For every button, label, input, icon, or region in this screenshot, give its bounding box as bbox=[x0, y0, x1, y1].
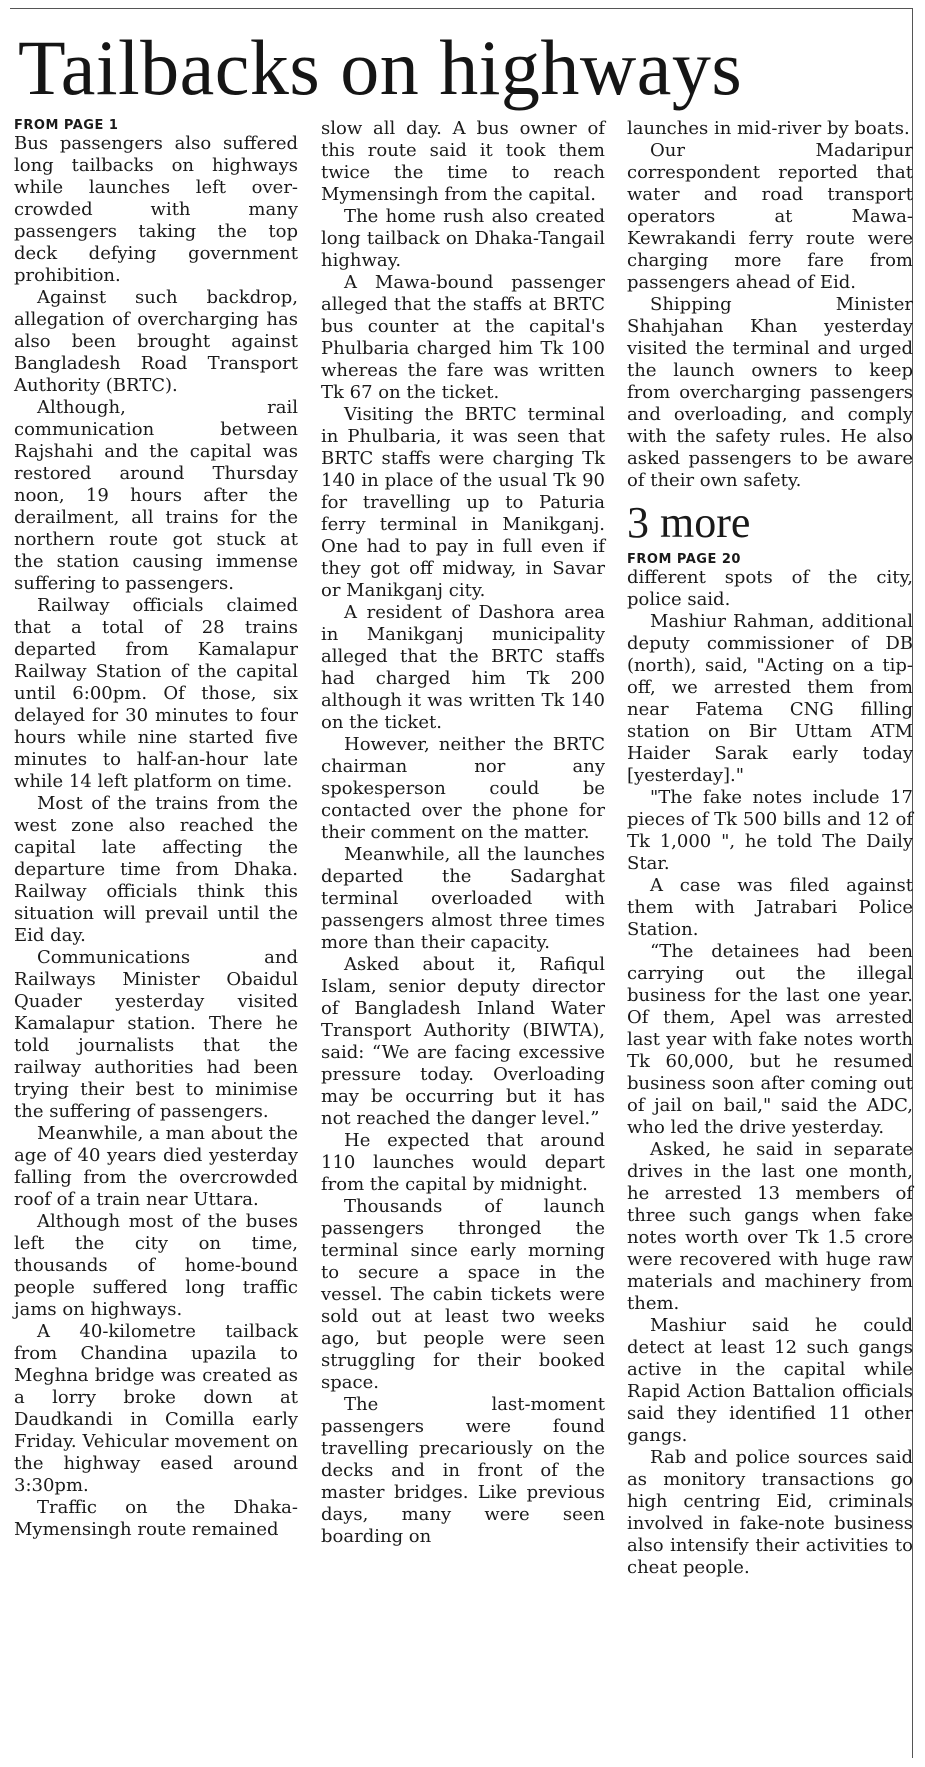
column-3 bbox=[627, 118, 913, 1579]
paragraph: Most of the trains from the west zone also reached the capital late affecting the departure time from Dhaka. Railway officials think this situation will prevail until the Eid day. bbox=[14, 793, 298, 946]
paragraph: A Mawa-bound passenger alleged that the staffs at BRTC bus counter at the capital's Phulbaria charged him Tk 100 whereas the fare was written Tk 67 on the ticket. bbox=[321, 272, 605, 403]
paragraph: Visiting the BRTC terminal in Phulbaria, it was seen that BRTC staffs were charging Tk 140 in place of the usual Tk 90 for travelling up to Paturia ferry terminal in Manikganj. One had to pay in full even if they got off midway, in Savar or Manikganj city. bbox=[321, 404, 605, 601]
paragraph: A 40-kilometre tailback from Chandina upazila to Meghna bridge was created as a lorry broke down at Daudkandi in Comilla early Friday. Vehicular movement on the highway eased around 3:30pm. bbox=[14, 1321, 298, 1496]
paragraph: Asked, he said in separate drives in the last one month, he arrested 13 members of three such gangs when fake notes worth over Tk 1.5 crore were recovered with huge raw materials and machinery from them. bbox=[627, 1139, 913, 1314]
paragraph: Meanwhile, all the launches departed the Sadarghat terminal overloaded with passengers almost three times more than their capacity. bbox=[321, 844, 605, 953]
paragraph: Our Madaripur correspondent reported that water and road transport operators at Mawa-Kewrakandi ferry route were charging more fare from passengers ahead of Eid. bbox=[627, 140, 913, 293]
headline: Tailbacks on highways bbox=[18, 24, 743, 111]
paragraph: Traffic on the Dhaka-Mymensingh route remained bbox=[14, 1497, 298, 1540]
paragraph: Mashiur said he could detect at least 12 such gangs active in the capital while Rapid Action Battalion officials said they identified 11 other gangs. bbox=[627, 1315, 913, 1446]
paragraph: Although most of the buses left the city on time, thousands of home-bound people suffered long traffic jams on highways. bbox=[14, 1211, 298, 1320]
paragraph: launches in mid-river by boats. bbox=[627, 118, 910, 139]
paragraph: Although, rail communication between Rajshahi and the capital was restored around Thursday noon, 19 hours after the derailment, all trains for the northern route got stuck at the station causing immense suffering to passengers. bbox=[14, 397, 298, 594]
paragraph: The home rush also created long tailback on Dhaka-Tangail highway. bbox=[321, 206, 605, 271]
kicker-second: FROM PAGE 20 bbox=[627, 552, 741, 567]
paragraph: Mashiur Rahman, additional deputy commissioner of DB (north), said, "Acting on a tip-off, we arrested them from near Fatema CNG filling station on Bir Uttam ATM Haider Sarak early today [yesterday]." bbox=[627, 611, 913, 786]
paragraph: Thousands of launch passengers thronged the terminal since early morning to secure a space in the vessel. The cabin tickets were sold out at least two weeks ago, but people were seen struggling for their booked space. bbox=[321, 1196, 605, 1393]
top-rule bbox=[10, 8, 913, 9]
paragraph: Shipping Minister Shahjahan Khan yesterday visited the terminal and urged the launch owners to keep from overcharging passengers and overloading, and comply with the safety rules. He also asked passengers to be aware of their own safety. bbox=[627, 294, 913, 491]
paragraph: Against such backdrop, allegation of overcharging has also been brought against Bangladesh Road Transport Authority (BRTC). bbox=[14, 287, 298, 396]
paragraph: “The detainees had been carrying out the illegal business for the last one year. Of them, Apel was arrested last year with fake notes worth Tk 60,000, but he resumed business soon after coming out of jail on bail," said the ADC, who led the drive yesterday. bbox=[627, 941, 913, 1138]
kicker: FROM PAGE 1 bbox=[14, 118, 119, 133]
paragraph: Rab and police sources said as monitory transactions go high centring Eid, criminals involved in fake-note business also intensify their activities to cheat people. bbox=[627, 1447, 913, 1578]
paragraph: Meanwhile, a man about the age of 40 years died yesterday falling from the overcrowded roof of a train near Uttara. bbox=[14, 1123, 298, 1210]
paragraph: He expected that around 110 launches would depart from the capital by midnight. bbox=[321, 1130, 605, 1195]
paragraph: "The fake notes include 17 pieces of Tk 500 bills and 12 of Tk 1,000 ", he told The Daily Star. bbox=[627, 787, 913, 874]
paragraph: slow all day. A bus owner of this route said it took them twice the time to reach Mymensingh from the capital. bbox=[321, 118, 605, 205]
paragraph: The last-moment passengers were found travelling precariously on the decks and in front of the master bridges. Like previous days, many were seen boarding on bbox=[321, 1394, 605, 1547]
column-2 bbox=[321, 118, 605, 1548]
paragraph: Bus passengers also suffered long tailbacks on highways while launches left over-crowded with many passengers taking the top deck defying government prohibition. bbox=[14, 133, 298, 286]
second-headline: 3 more bbox=[627, 498, 751, 547]
paragraph: A case was filed against them with Jatrabari Police Station. bbox=[627, 875, 913, 940]
paragraph: Railway officials claimed that a total of 28 trains departed from Kamalapur Railway Station of the capital until 6:00pm. Of those, six delayed for 30 minutes to four hours while nine started five minutes to half-an-hour late while 14 left platform on time. bbox=[14, 595, 298, 792]
column-1 bbox=[14, 118, 298, 1541]
paragraph: However, neither the BRTC chairman nor any spokesperson could be contacted over the phone for their comment on the matter. bbox=[321, 734, 605, 843]
paragraph: A resident of Dashora area in Manikganj municipality alleged that the BRTC staffs had charged him Tk 200 although it was written Tk 140 on the ticket. bbox=[321, 602, 605, 733]
paragraph: different spots of the city, police said. bbox=[627, 567, 913, 610]
paragraph: Asked about it, Rafiqul Islam, senior deputy director of Bangladesh Inland Water Transport Authority (BIWTA), said: “We are facing excessive pressure today. Overloading may be occurring but it has not reached the danger level.” bbox=[321, 954, 605, 1129]
paragraph: Communications and Railways Minister Obaidul Quader yesterday visited Kamalapur station. There he told journalists that the railway authorities had been trying their best to minimise the suffering of passengers. bbox=[14, 947, 298, 1122]
